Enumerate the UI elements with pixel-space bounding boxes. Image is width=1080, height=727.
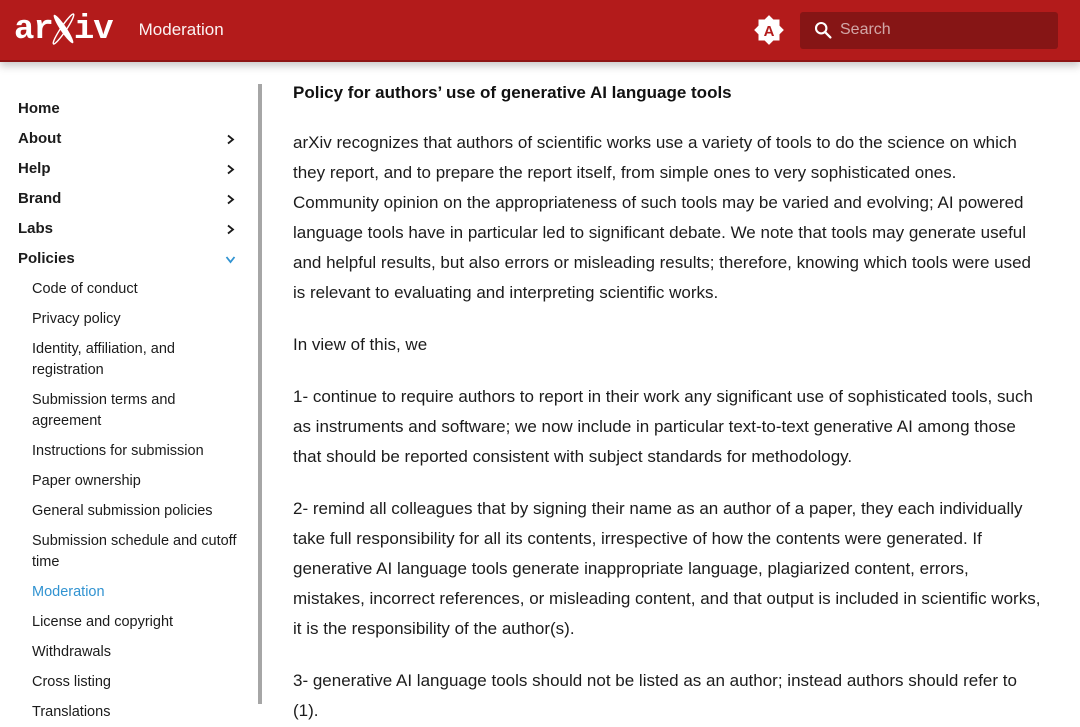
arxiv-x-icon [50,8,77,50]
sidebar-item-about[interactable] [0,124,258,154]
chevron-right-icon [225,164,236,175]
policy-paragraph-intro: arXiv recognizes that authors of scientific works use a variety of tools to do the science on which they report, and to prepare the report itself, from simple ones to very sophisticated ones. Community opinion on the appropriateness of such tools may be varied and evolving; AI powered language tools have in particular led to significant debate. We note that tools may generate useful and helpful results, but also errors or misleading results; therefore, knowing which tools were used is relevant to evaluating and interpreting scientific works. [293,133,1031,302]
chevron-right-icon [225,224,236,235]
main-content [262,62,1062,720]
sidebar-item-general-submission-policies[interactable]: General submission policies [32,502,213,519]
arxiv-logo[interactable] [14,9,113,51]
policy-paragraph-2: 2- remind all colleagues that by signing their name as an author of a paper, they each individually take full responsibility for all its contents, irrespective of how the contents were generated. If generative AI language tools generate inappropriate language, plagiarized content, errors, mistakes, incorrect references, or misleading content, and that output is included in scientific works, it is the responsibility of the author(s). [293,499,1041,638]
sidebar-item-privacy-policy[interactable]: Privacy policy [32,310,121,327]
sidebar-item-identity-affiliation-registration[interactable]: Identity, affiliation, and registration [32,340,175,378]
sidebar-item-code-of-conduct[interactable]: Code of conduct [32,280,138,297]
sidebar-item-license-and-copyright[interactable]: License and copyright [32,613,174,630]
sidebar-item-moderation[interactable]: Moderation [32,583,105,600]
sidebar-item-label: Home [18,100,60,117]
policies-sub-list [0,274,258,727]
chevron-right-icon [225,134,236,145]
page-title: Policy for authors’ use of generative AI language tools [293,83,732,102]
sidebar-nav [0,84,262,720]
header-actions [752,12,1080,49]
sidebar-item-submission-schedule[interactable]: Submission schedule and cutoff time [32,532,237,570]
policy-paragraph-3: 3- generative AI language tools should not be listed as an author; instead authors should refer to (1). [293,671,1017,720]
header-bar [0,0,1080,62]
sidebar-item-brand[interactable] [0,184,258,214]
logo-text-iv: iv [73,11,113,49]
svg-text:A: A [763,23,775,40]
page-body [0,62,1080,720]
sidebar-item-translations[interactable]: Translations [32,703,111,720]
logo-text-ar: ar [14,11,53,49]
chevron-right-icon [225,194,236,205]
sidebar-item-home[interactable] [0,94,258,124]
search-icon [814,21,832,39]
search-input[interactable] [840,21,1048,39]
sidebar-item-cross-listing[interactable]: Cross listing [32,673,111,690]
sidebar-item-label: Help [18,160,51,177]
sidebar-item-label: Labs [18,220,54,237]
page-section-title: Moderation [138,20,224,39]
sidebar-item-policies[interactable] [0,244,258,274]
policy-paragraph-lead-in: In view of this, we [293,335,428,354]
sidebar-item-help[interactable] [0,154,258,184]
sidebar-item-label: Brand [18,190,62,207]
accessibility-badge-icon[interactable] [752,12,786,48]
sidebar-item-label: Policies [18,250,75,267]
sidebar-item-withdrawals[interactable]: Withdrawals [32,643,111,660]
policy-paragraph-1: 1- continue to require authors to report in their work any significant use of sophisticated tools, such as instruments and software; we now include in particular text-to-text generative AI among those that should be reported consistent with subject standards for methodology. [293,387,1033,466]
sidebar-item-paper-ownership[interactable]: Paper ownership [32,472,141,489]
sidebar-item-submission-terms[interactable]: Submission terms and agreement [32,391,176,429]
sidebar-item-label: About [18,130,62,147]
search-box[interactable] [800,12,1058,49]
chevron-down-icon [225,254,236,265]
sidebar-item-instructions-for-submission[interactable]: Instructions for submission [32,442,204,459]
sidebar-item-labs[interactable] [0,214,258,244]
